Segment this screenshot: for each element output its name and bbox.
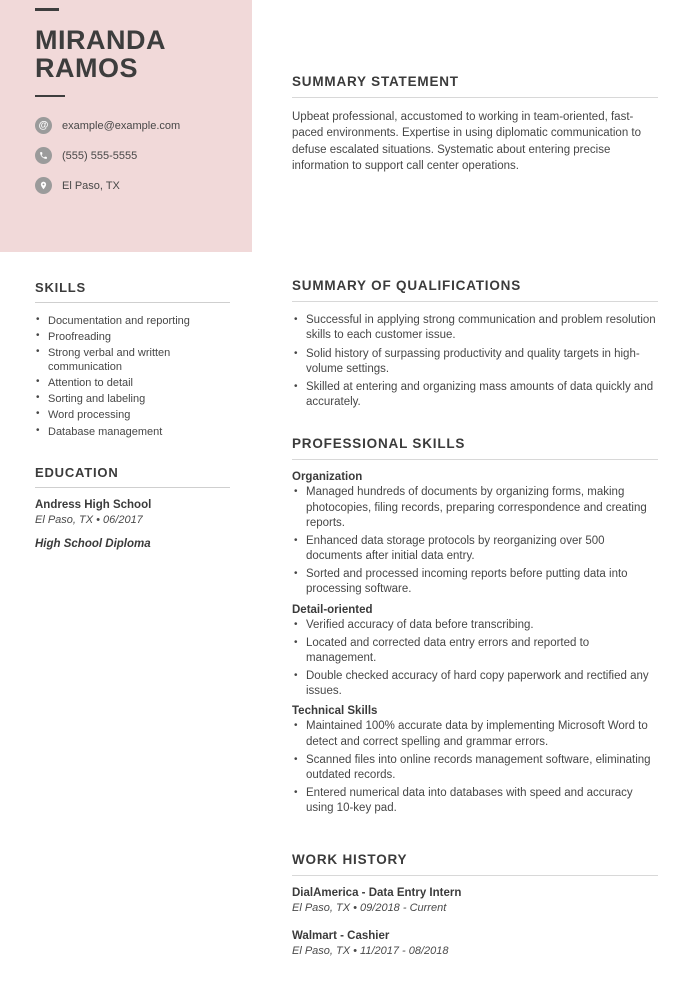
summary-heading: SUMMARY STATEMENT <box>292 74 658 98</box>
skill-item: • Database management <box>35 425 230 439</box>
sidebar <box>0 0 252 1003</box>
education-meta: El Paso, TX • 06/2017 <box>35 513 143 526</box>
email-icon: @ <box>35 117 52 134</box>
job-entry <box>292 887 658 914</box>
skill-group-title: Organization <box>292 471 363 484</box>
qualifications-heading: SUMMARY OF QUALIFICATIONS <box>292 278 658 302</box>
phone-icon <box>35 147 52 164</box>
sidebar-header <box>0 0 252 252</box>
skill-group-item: • Located and corrected data entry errors and reported to management. <box>292 636 658 666</box>
skill-group-item: • Scanned files into online records management software, eliminating outdated records. <box>292 753 658 783</box>
qualification-item: • Solid history of surpassing productivity and quality targets in high-volume settings. <box>292 347 658 377</box>
skill-group-list <box>292 485 658 597</box>
skill-group-list <box>292 618 658 700</box>
qualifications-list <box>292 313 658 410</box>
job-entry <box>292 930 658 957</box>
professional-skills-heading: PROFESSIONAL SKILLS <box>292 436 658 460</box>
sidebar-body <box>0 252 252 550</box>
skill-item: • Proofreading <box>35 330 230 344</box>
skills-heading: SKILLS <box>35 280 230 303</box>
main-content <box>252 0 700 1003</box>
job-title: Walmart - Cashier <box>292 930 390 943</box>
qualification-item: • Skilled at entering and organizing mass amounts of data quickly and accurately. <box>292 380 658 410</box>
contact-email-text: example@example.com <box>62 119 181 132</box>
candidate-name <box>35 27 232 82</box>
work-history-heading: WORK HISTORY <box>292 852 658 876</box>
skill-group-item: • Double checked accuracy of hard copy paperwork and rectified any issues. <box>292 669 658 699</box>
skill-item: • Strong verbal and written communication <box>35 346 230 374</box>
candidate-first-name: MIRANDA <box>35 25 166 55</box>
skill-item: • Documentation and reporting <box>35 314 230 328</box>
job-meta: El Paso, TX • 11/2017 - 08/2018 <box>292 945 449 958</box>
location-icon <box>35 177 52 194</box>
professional-skills-section <box>292 436 658 816</box>
contact-location-text: El Paso, TX <box>62 179 120 192</box>
qualifications-section <box>292 278 658 410</box>
skill-group-item: • Sorted and processed incoming reports before putting data into processing software. <box>292 567 658 597</box>
skill-item: • Attention to detail <box>35 376 230 390</box>
job-title: DialAmerica - Data Entry Intern <box>292 887 462 900</box>
decorative-rule-top <box>35 8 59 11</box>
contact-location-row <box>35 177 232 194</box>
education-school: Andress High School <box>35 498 152 511</box>
skill-group-item: • Managed hundreds of documents by organizing forms, making photocopies, filing records, preparing correspondence and creating reports. <box>292 485 658 531</box>
skill-group-title: Technical Skills <box>292 705 378 718</box>
skill-group-item: • Maintained 100% accurate data by implementing Microsoft Word to detect and correct spelling and grammar errors. <box>292 719 658 749</box>
decorative-rule-bottom <box>35 95 65 97</box>
education-heading: EDUCATION <box>35 465 230 488</box>
summary-section <box>292 74 658 174</box>
skill-item: • Sorting and labeling <box>35 392 230 406</box>
work-history-section <box>292 852 658 957</box>
skill-group-list <box>292 719 658 816</box>
contact-phone-row <box>35 147 232 164</box>
education-diploma: High School Diploma <box>35 537 151 550</box>
contact-phone-text: (555) 555-5555 <box>62 149 138 162</box>
skill-item: • Word processing <box>35 408 230 422</box>
skill-group-item: • Entered numerical data into databases with speed and accuracy using 10-key pad. <box>292 786 658 816</box>
qualification-item: • Successful in applying strong communication and problem resolution skills to each customer issue. <box>292 313 658 343</box>
summary-text: Upbeat professional, accustomed to working in team-oriented, fast-paced environments. Expertise in using diplomatic communication to defuse escalated situations. Systematic about entering precise information to support call center operations. <box>292 111 642 172</box>
candidate-last-name: RAMOS <box>35 52 138 83</box>
skills-list <box>35 314 230 439</box>
skill-group-title: Detail-oriented <box>292 603 373 616</box>
skill-group-item: • Enhanced data storage protocols by reorganizing over 500 documents after initial data entry. <box>292 534 658 564</box>
contact-email-row <box>35 117 232 134</box>
skill-group-item: • Verified accuracy of data before transcribing. <box>292 618 658 633</box>
job-meta: El Paso, TX • 09/2018 - Current <box>292 902 447 915</box>
